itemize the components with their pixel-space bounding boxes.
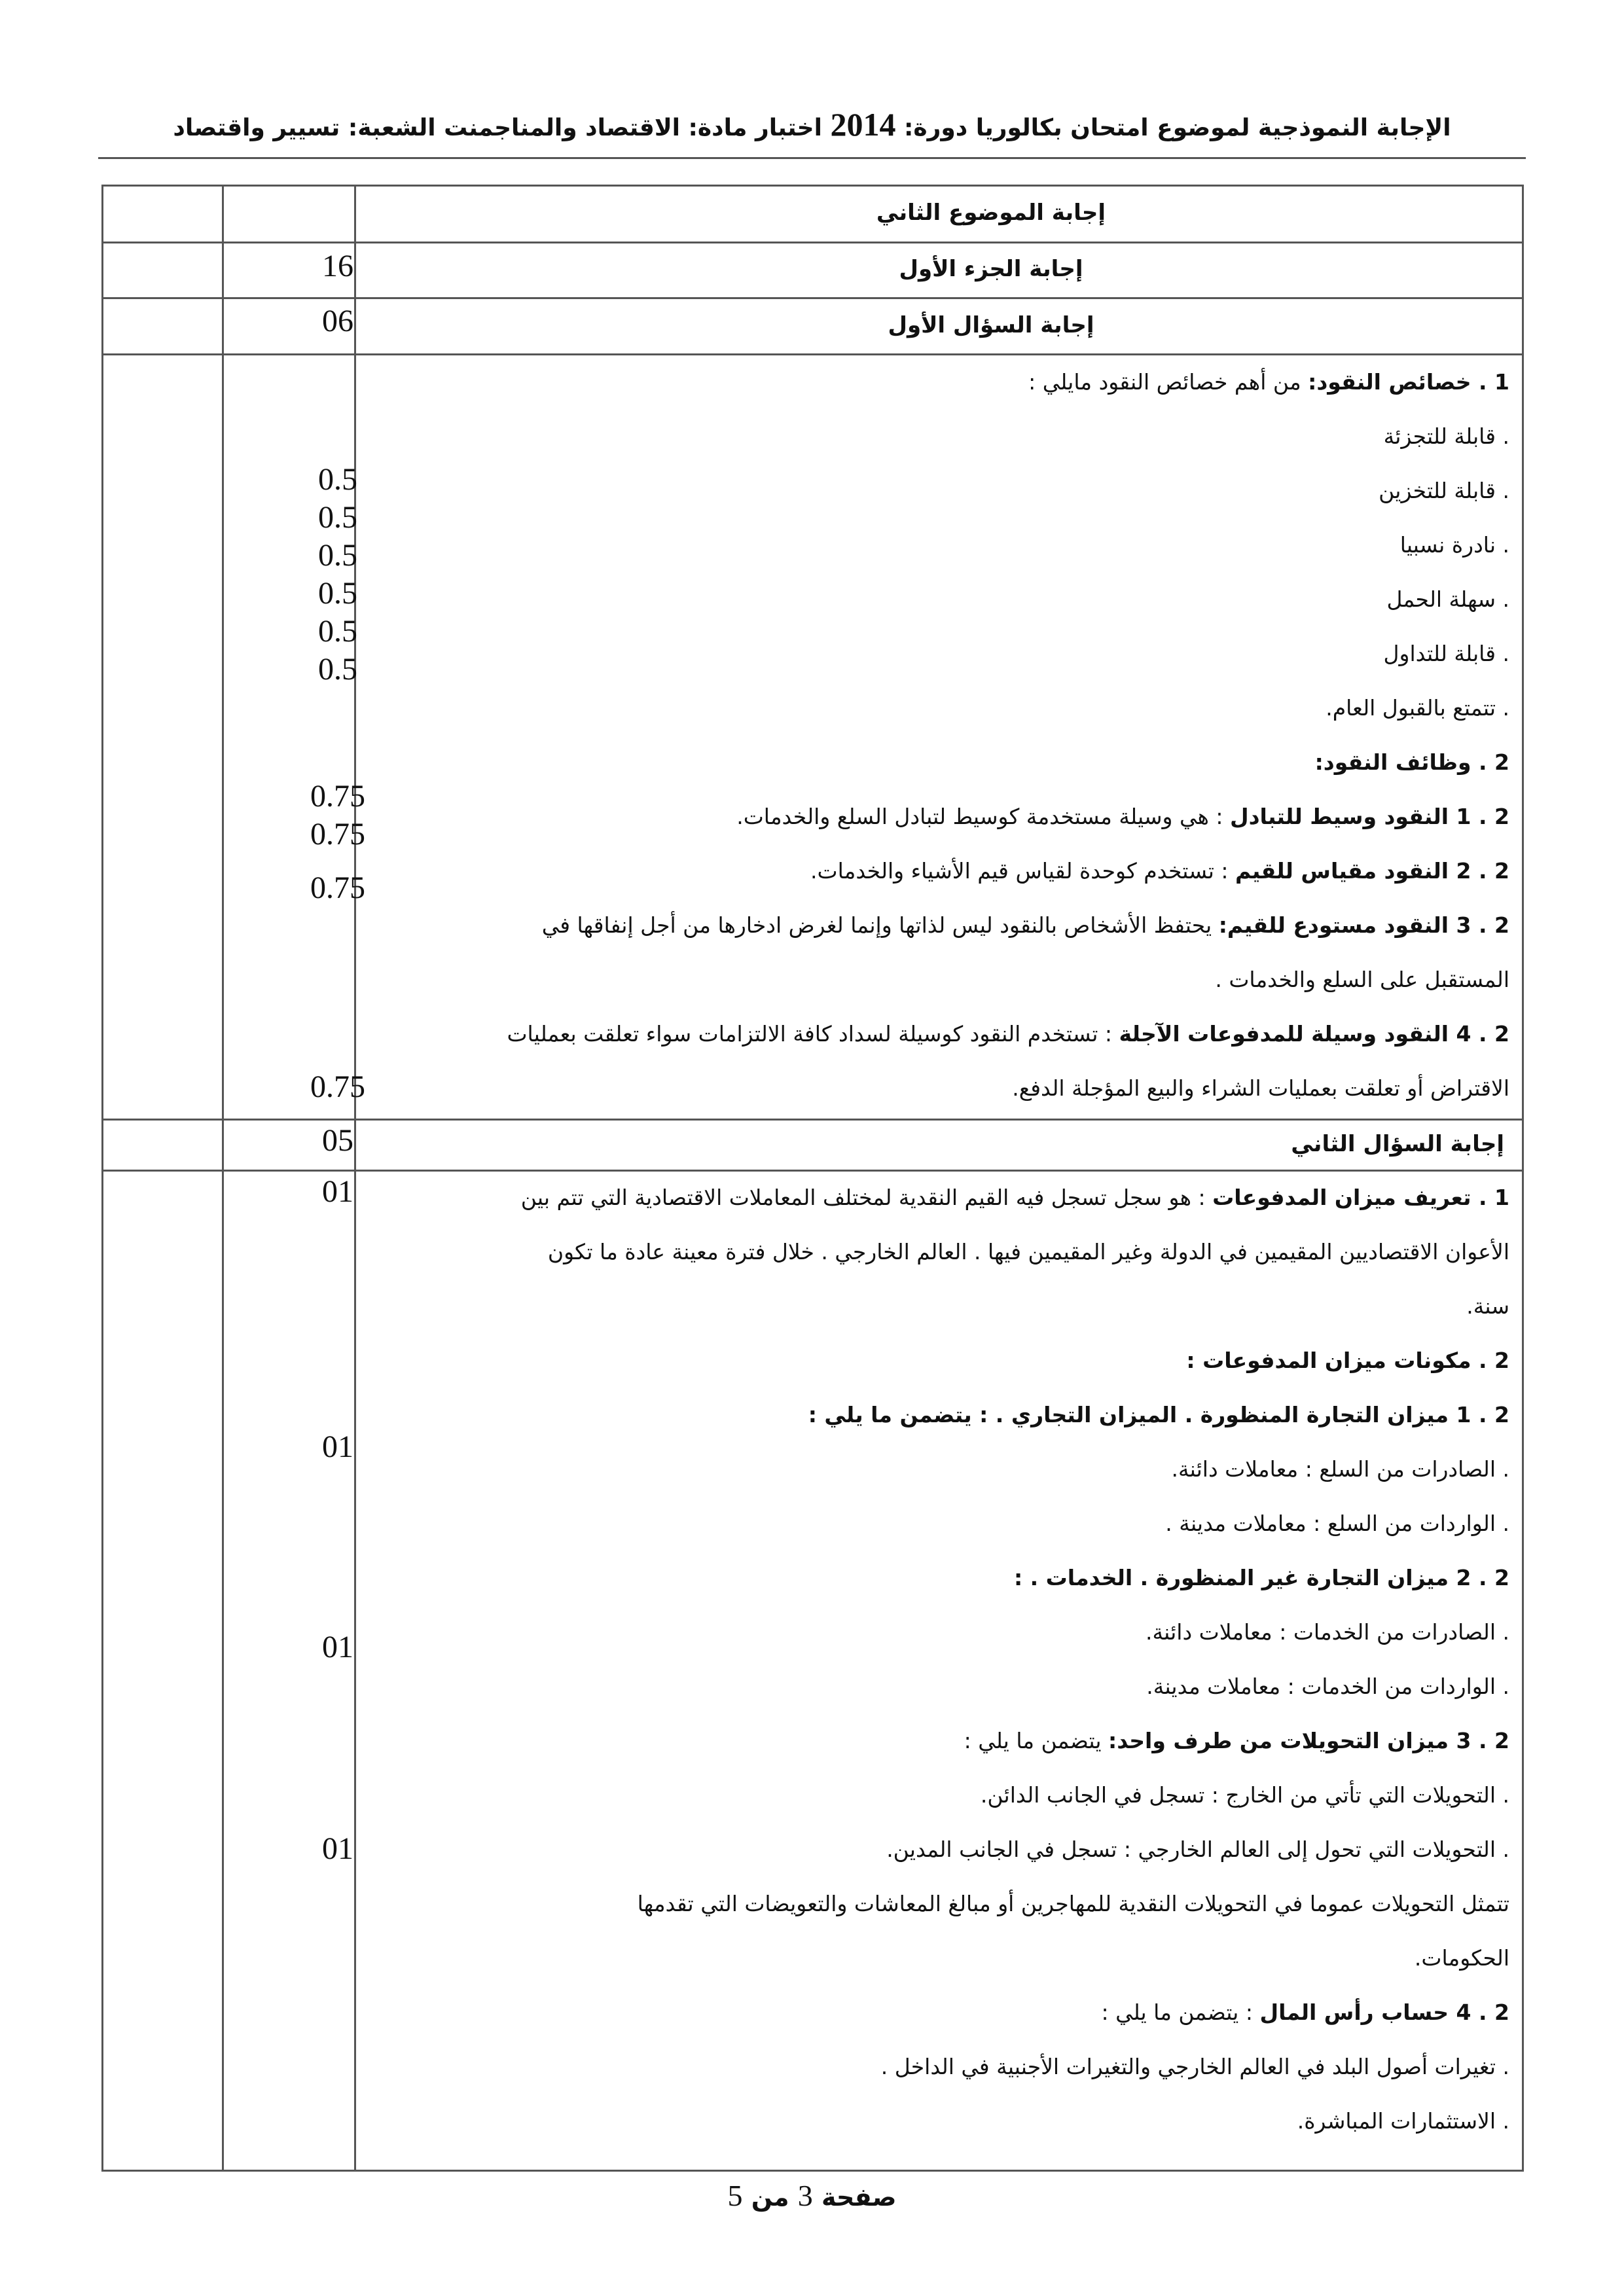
answer-line: 2 . 2 ميزان التجارة غير المنظورة . الخدمات . :	[1013, 1565, 1509, 1590]
answer-line: الأعوان الاقتصاديين المقيمين في الدولة وغير المقيمين فيها . العالم الخارجي . خلال فترة معينة عادة ما تكون	[547, 1239, 1509, 1265]
mark-value: 0.5	[318, 576, 357, 611]
footer-of-word: من	[751, 2183, 789, 2212]
answer-line: 2 . 4 حساب رأس المال : يتضمن ما يلي :	[1101, 2000, 1509, 2025]
footer-page-word: صفحة	[821, 2183, 897, 2212]
question-one-label: إجابة السؤال الأول	[888, 312, 1094, 338]
answer-line: الاقتراض أو تعلقت بعمليات الشراء والبيع المؤجلة الدفع.	[1012, 1075, 1509, 1101]
mark-value: 01	[322, 1831, 353, 1866]
answer-line: . سهلة الحمل	[1386, 586, 1509, 612]
table-border-left	[101, 185, 103, 2172]
answer-line: 2 . 3 ميزان التحويلات من طرف واحد: يتضمن ما يلي :	[964, 1728, 1509, 1753]
answer-line: . الصادرات من السلع : معاملات دائنة.	[1171, 1456, 1509, 1482]
mark-value: 0.5	[318, 462, 357, 497]
answer-line: . التحويلات التي تأتي من الخارج : تسجل في الجانب الدائن.	[980, 1782, 1509, 1808]
mark-value: 01	[322, 1429, 353, 1464]
answer-line: . قابلة للتجزئة	[1383, 423, 1509, 449]
answer-line: 2 . وظائف النقود:	[1314, 749, 1509, 775]
mark-value: 01	[322, 1174, 353, 1209]
page-footer	[0, 2173, 1624, 2219]
mark-value: 0.75	[310, 870, 365, 905]
question-two-answer	[460, 1170, 1509, 2148]
answer-line: . الواردات من الخدمات : معاملات مدينة.	[1146, 1674, 1509, 1699]
header-year: 2014	[830, 106, 896, 143]
answer-line: . تتمتع بالقبول العام.	[1326, 695, 1509, 721]
table-border-bottom	[101, 2170, 1524, 2172]
answer-line: . تغيرات أصول البلد في العالم الخارجي والتغيرات الأجنبية في الداخل .	[880, 2054, 1509, 2079]
section-title: إجابة الموضوع الثاني	[876, 200, 1106, 226]
mark-value: 0.5	[318, 652, 357, 687]
footer-page-number: 3	[797, 2179, 813, 2212]
question-one-answer	[460, 355, 1509, 1115]
answer-line: 2 . 4 النقود وسيلة للمدفوعات الآجلة : تستخدم النقود كوسيلة لسداد كافة الالتزامات سواء تعلقت بعمليات	[507, 1021, 1509, 1047]
footer-page-total: 5	[727, 2179, 743, 2212]
mark-value: 0.5	[318, 614, 357, 649]
answer-table	[101, 185, 1524, 2172]
question-one-mark: 06	[322, 304, 353, 338]
answer-line: . قابلة للتخزين	[1379, 478, 1509, 503]
question-two-mark: 05	[322, 1123, 353, 1158]
answer-line: 2 . مكونات ميزان المدفوعات :	[1186, 1348, 1509, 1373]
answer-line: 2 . 1 ميزان التجارة المنظورة . الميزان التجاري . : يتضمن ما يلي :	[808, 1402, 1509, 1427]
mark-value: 0.75	[310, 779, 365, 814]
answer-line: 2 . 2 النقود مقياس للقيم : تستخدم كوحدة لقياس قيم الأشياء والخدمات.	[810, 858, 1509, 884]
answer-line: . الواردات من السلع : معاملات مدينة .	[1165, 1511, 1509, 1536]
answer-line: . قابلة للتداول	[1383, 641, 1509, 666]
answer-line: تتمثل التحويلات عموما في التحويلات النقدية للمهاجرين أو مبالغ المعاشات والتعويضات التي تقدمها	[637, 1891, 1509, 1916]
question-one-marks-group-b	[223, 778, 452, 853]
header-text-start: الإجابة النموذجية لموضوع امتحان بكالوريا دورة:	[904, 115, 1451, 141]
answer-line: الحكومات.	[1414, 1945, 1509, 1971]
header-text-end: اختبار مادة: الاقتصاد والمناجمنت الشعبة: تسيير واقتصاد	[173, 115, 822, 141]
answer-line: 2 . 1 النقود وسيط للتبادل : هي وسيلة مستخدمة كوسيط لتبادل السلع والخدمات.	[736, 804, 1509, 829]
answer-line: سنة.	[1466, 1293, 1509, 1319]
mark-value: 0.75	[310, 1069, 365, 1104]
mark-value: 0.5	[318, 538, 357, 573]
question-two-label: إجابة السؤال الثاني	[1291, 1131, 1504, 1157]
mark-value: 01	[322, 1630, 353, 1664]
table-border-right	[1522, 185, 1524, 2172]
mark-value: 0.5	[318, 500, 357, 535]
mark-value: 0.75	[310, 817, 365, 852]
page-header	[98, 98, 1526, 159]
answer-line: . الصادرات من الخدمات : معاملات دائنة.	[1145, 1619, 1509, 1645]
answer-line: 1 . خصائص النقود: من أهم خصائص النقود مايلي :	[1028, 369, 1509, 395]
answer-line: 2 . 3 النقود مستودع للقيم: يحتفظ الأشخاص بالنقود ليس لذاتها وإنما لغرض ادخارها من أجل إنفاقها في	[541, 912, 1509, 938]
part-one-label: إجابة الجزء الأول	[899, 256, 1083, 282]
question-one-marks-group-a	[223, 461, 452, 689]
answer-line: . نادرة نسبيا	[1399, 532, 1509, 558]
part-one-mark: 16	[322, 249, 353, 283]
answer-line: المستقبل على السلع والخدمات .	[1215, 967, 1509, 992]
answer-line: . الاستثمارات المباشرة.	[1297, 2108, 1509, 2134]
answer-line: . التحويلات التي تحول إلى العالم الخارجي : تسجل في الجانب المدين.	[886, 1837, 1509, 1862]
answer-line: 1 . تعريف ميزان المدفوعات : هو سجل تسجل فيه القيم النقدية لمختلف المعاملات الاقتصادية التي تتم بين	[520, 1185, 1509, 1210]
